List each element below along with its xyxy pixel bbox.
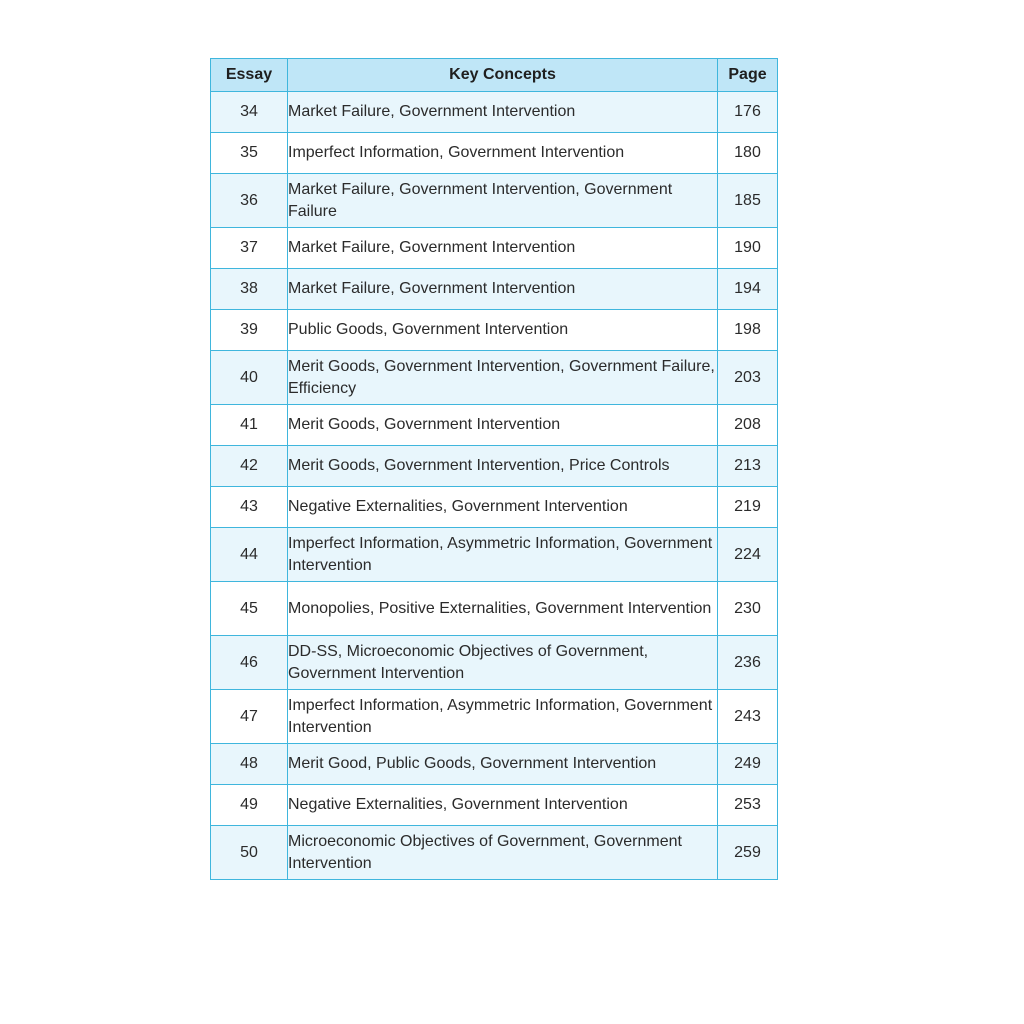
- page-number: 185: [718, 174, 778, 228]
- key-concepts: Merit Goods, Government Intervention: [288, 405, 718, 446]
- table-row: [211, 785, 778, 826]
- essay-number: 35: [211, 133, 288, 174]
- page-number: 236: [718, 636, 778, 690]
- page-number: 180: [718, 133, 778, 174]
- essay-number: 49: [211, 785, 288, 826]
- essay-concepts-table: [210, 58, 778, 880]
- essay-number: 36: [211, 174, 288, 228]
- essay-number: 46: [211, 636, 288, 690]
- table-row: [211, 310, 778, 351]
- table-row: [211, 405, 778, 446]
- page-number: 194: [718, 269, 778, 310]
- key-concepts: Imperfect Information, Government Intervention: [288, 133, 718, 174]
- table-row: [211, 269, 778, 310]
- essay-number: 50: [211, 826, 288, 880]
- table-row: [211, 133, 778, 174]
- essay-number: 41: [211, 405, 288, 446]
- essay-number: 43: [211, 487, 288, 528]
- key-concepts: Negative Externalities, Government Intervention: [288, 785, 718, 826]
- page-number: 203: [718, 351, 778, 405]
- key-concepts: Imperfect Information, Asymmetric Information, Government Intervention: [288, 690, 718, 744]
- essay-number: 38: [211, 269, 288, 310]
- page-number: 208: [718, 405, 778, 446]
- page-number: 176: [718, 92, 778, 133]
- table-row: [211, 528, 778, 582]
- table-row: [211, 582, 778, 636]
- essay-number: 45: [211, 582, 288, 636]
- header-key-concepts: Key Concepts: [288, 59, 718, 92]
- essay-number: 40: [211, 351, 288, 405]
- key-concepts: Imperfect Information, Asymmetric Information, Government Intervention: [288, 528, 718, 582]
- page-number: 219: [718, 487, 778, 528]
- essay-number: 48: [211, 744, 288, 785]
- key-concepts: DD-SS, Microeconomic Objectives of Government, Government Intervention: [288, 636, 718, 690]
- header-page: Page: [718, 59, 778, 92]
- page-number: 259: [718, 826, 778, 880]
- key-concepts: Market Failure, Government Intervention: [288, 269, 718, 310]
- table-row: [211, 826, 778, 880]
- key-concepts: Merit Goods, Government Intervention, Government Failure, Efficiency: [288, 351, 718, 405]
- essay-number: 47: [211, 690, 288, 744]
- table-row: [211, 636, 778, 690]
- key-concepts: Public Goods, Government Intervention: [288, 310, 718, 351]
- table-row: [211, 174, 778, 228]
- essay-number: 44: [211, 528, 288, 582]
- key-concepts: Market Failure, Government Intervention: [288, 92, 718, 133]
- page-number: 249: [718, 744, 778, 785]
- table-row: [211, 228, 778, 269]
- key-concepts: Market Failure, Government Intervention, Government Failure: [288, 174, 718, 228]
- essay-number: 34: [211, 92, 288, 133]
- table-row: [211, 351, 778, 405]
- table-header-row: [211, 59, 778, 92]
- page-number: 198: [718, 310, 778, 351]
- page-number: 224: [718, 528, 778, 582]
- key-concepts: Microeconomic Objectives of Government, Government Intervention: [288, 826, 718, 880]
- table-row: [211, 690, 778, 744]
- key-concepts: Merit Good, Public Goods, Government Intervention: [288, 744, 718, 785]
- page-number: 213: [718, 446, 778, 487]
- essay-number: 37: [211, 228, 288, 269]
- key-concepts: Merit Goods, Government Intervention, Price Controls: [288, 446, 718, 487]
- table-row: [211, 92, 778, 133]
- header-essay: Essay: [211, 59, 288, 92]
- page-number: 190: [718, 228, 778, 269]
- page-number: 243: [718, 690, 778, 744]
- key-concepts: Market Failure, Government Intervention: [288, 228, 718, 269]
- table-row: [211, 446, 778, 487]
- table-row: [211, 487, 778, 528]
- essay-number: 39: [211, 310, 288, 351]
- key-concepts: Negative Externalities, Government Intervention: [288, 487, 718, 528]
- page-number: 230: [718, 582, 778, 636]
- table-row: [211, 744, 778, 785]
- key-concepts: Monopolies, Positive Externalities, Government Intervention: [288, 582, 718, 636]
- essay-number: 42: [211, 446, 288, 487]
- page-number: 253: [718, 785, 778, 826]
